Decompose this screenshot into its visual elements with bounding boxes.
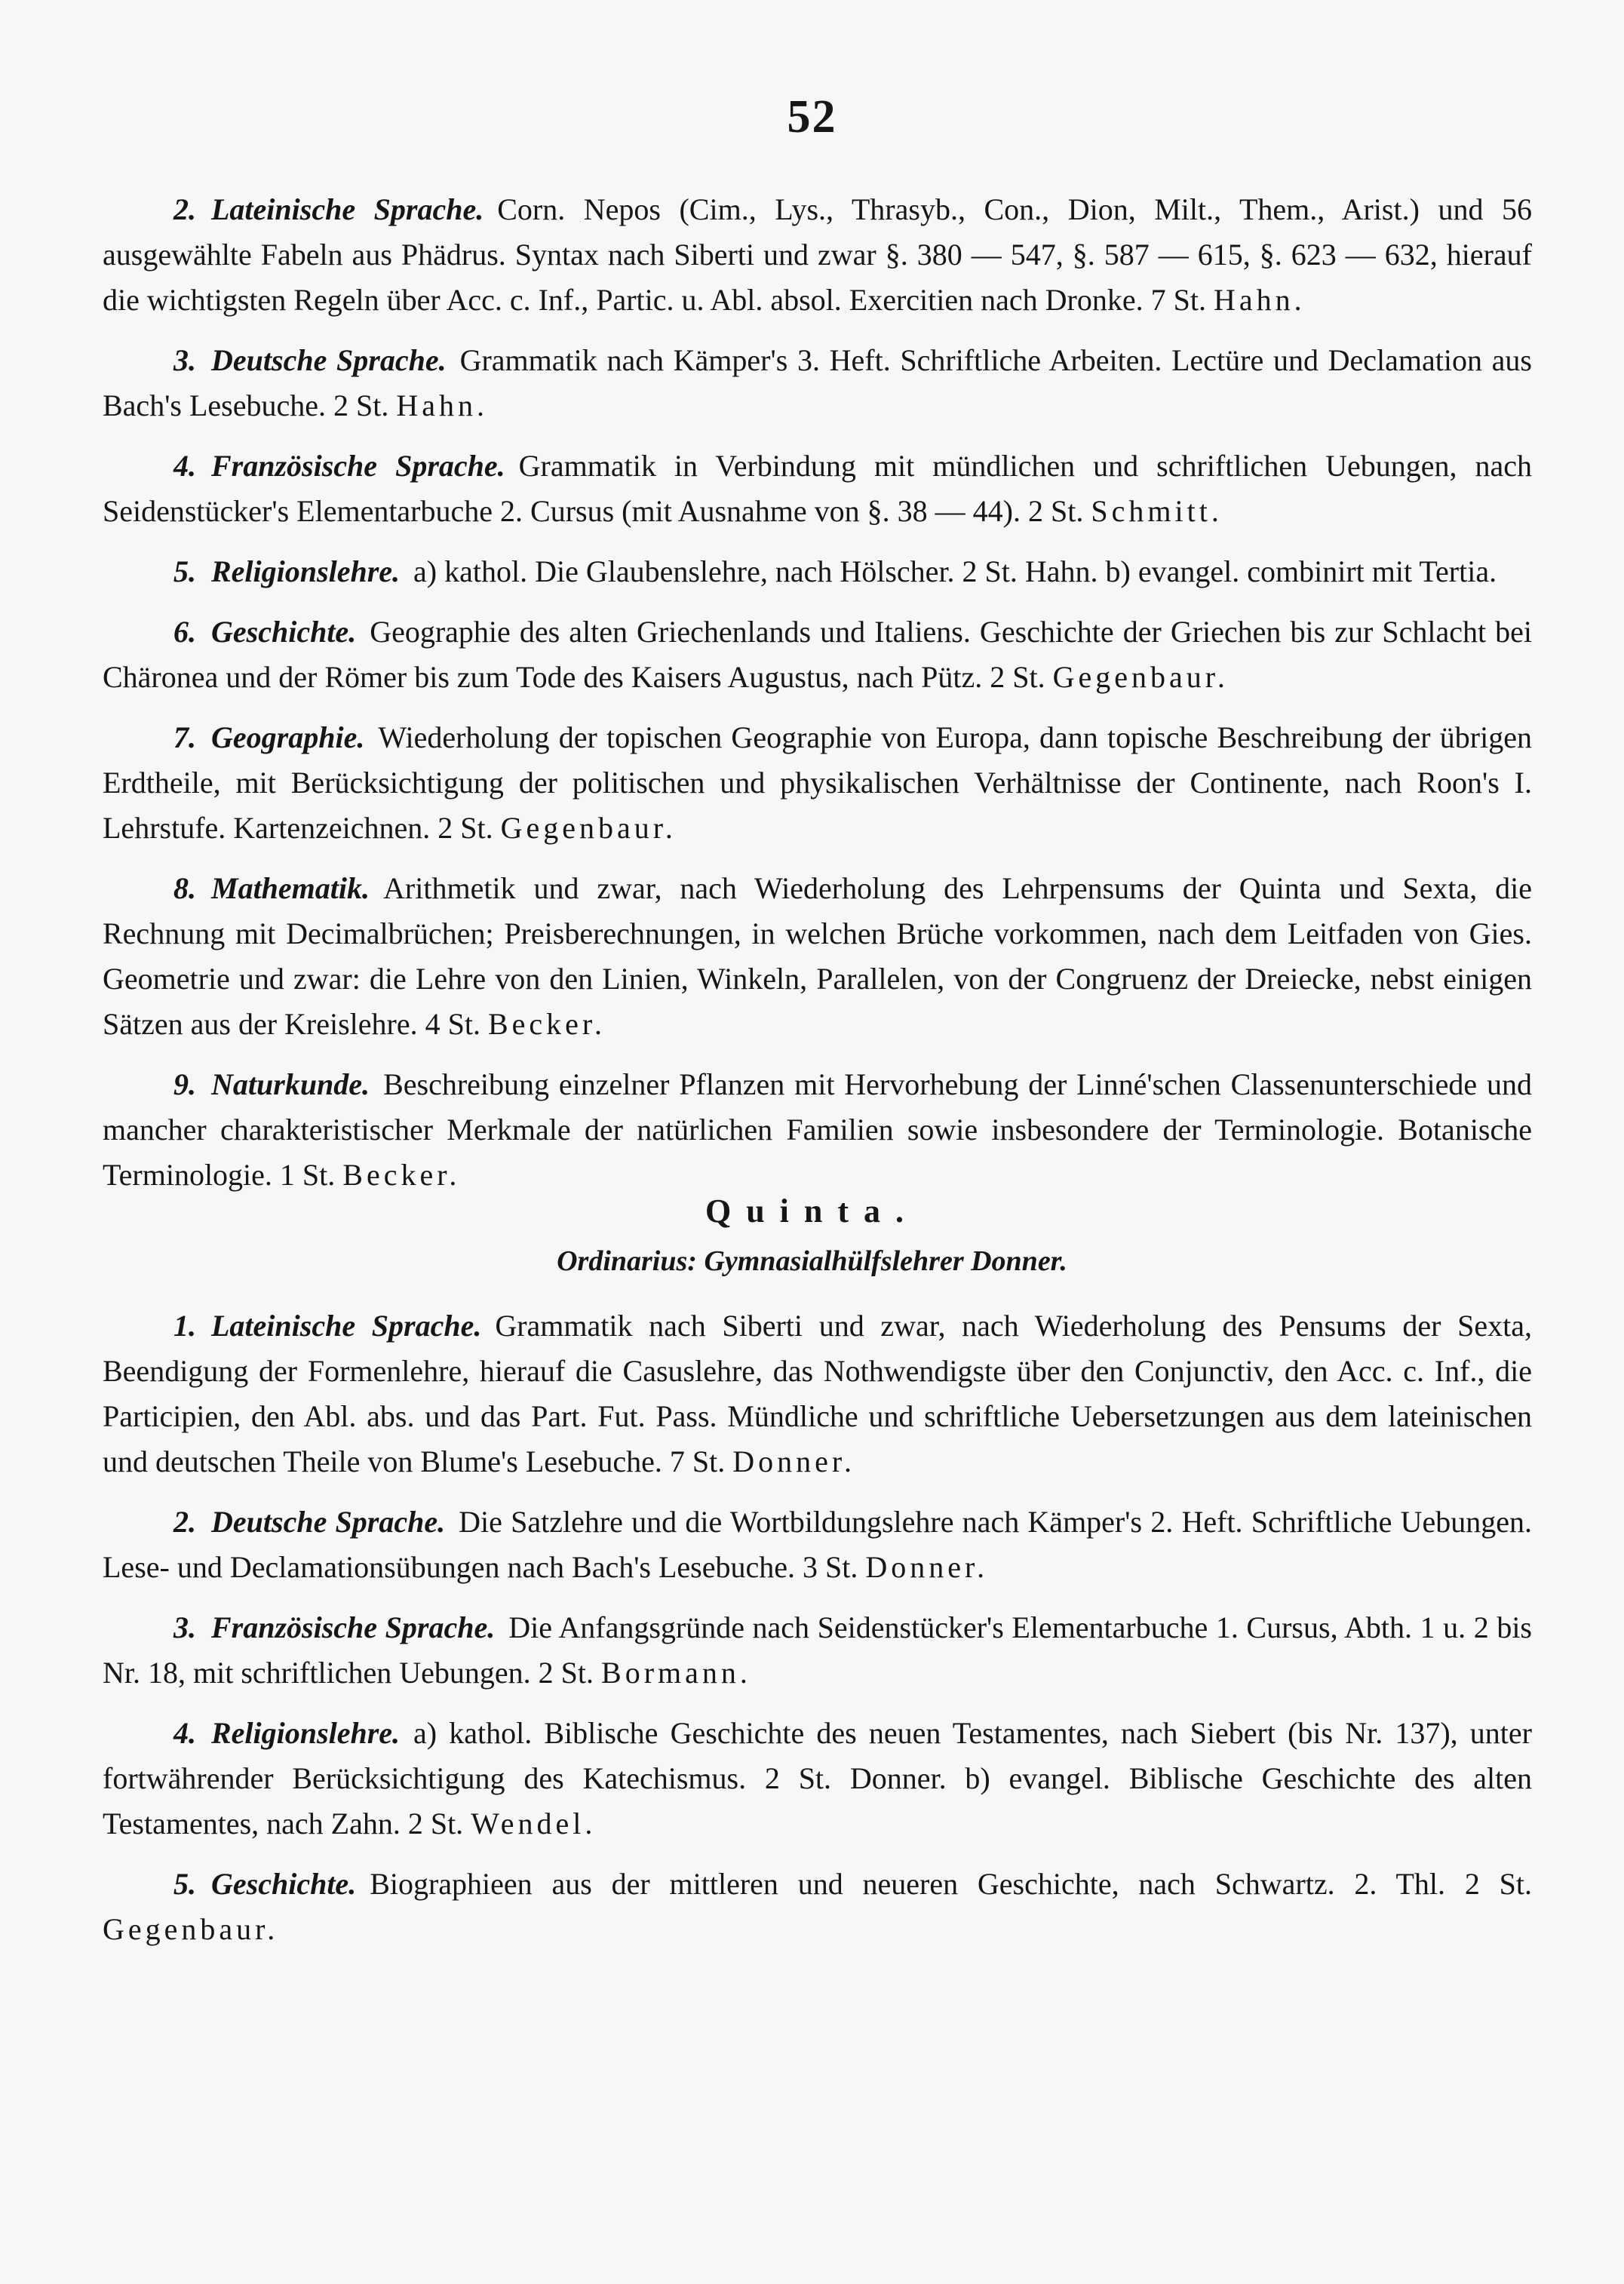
list-item: 4. Französische Sprache. Grammatik in Verbindung mit mündlichen und schriftlichen Uebungen, nach Seidenstücker's Elementarbuche 2. Cursus (mit Ausnahme von §. 38 — 44). 2 St. Schmitt. xyxy=(103,449,1533,528)
list-item: 4. Religionslehre. a) kathol. Biblische Geschichte des neuen Testamentes, nach Siebert (bis Nr. 137), unter fortwährender Berücksichtigung des Katechismus. 2 St. Donner. b) evangel. Biblische Geschichte des alten Testamentes, nach Zahn. 2 St. Wendel. xyxy=(103,1716,1532,1840)
list-item: 1. Lateinische Sprache. Grammatik nach Siberti und zwar, nach Wiederholung des Pensums der Sexta, Beendigung der Formenlehre, hierauf die Casuslehre, das Nothwendigste über den Conjunctiv, den Acc. c. Inf., die Participien, den Abl. abs. und das Part. Fut. Pass. Mündliche und schriftliche Uebersetzungen aus dem lateinischen und deutschen Theile von Blume's Lesebuche. 7 St. Donner. xyxy=(103,1309,1532,1478)
list-item: 5. Religionslehre. a) kathol. Die Glaubenslehre, nach Hölscher. 2 St. Hahn. b) evangel. combinirt mit Tertia. xyxy=(173,554,1497,588)
list-item: 7. Geographie. Wiederholung der topischen Geographie von Europa, dann topische Beschreibung der übrigen Erdtheile, mit Berücksichtigung der politischen und physikalischen Verhältnisse der Continente, nach Roon's I. Lehrstufe. Kartenzeichnen. 2 St. Gegenbaur. xyxy=(103,720,1532,845)
list-item: 6. Geschichte. Geographie des alten Griechenlands und Italiens. Geschichte der Griechen bis zur Schlacht bei Chäronea und der Römer bis zum Tode des Kaisers Augustus, nach Pütz. 2 St. Gegenbaur. xyxy=(103,615,1532,694)
ordinarius-line: Ordinarius: Gymnasialhülfslehrer Donner. xyxy=(557,1245,1067,1277)
list-item: 2. Lateinische Sprache. Corn. Nepos (Cim., Lys., Thrasyb., Con., Dion, Milt., Them., Arist.) und 56 ausgewählte Fabeln aus Phädrus. Syntax nach Siberti und zwar §. 380 — 547, §. 587 — 615, §. 623 — 632, hierauf die wichtigsten Regeln über Acc. c. Inf., Partic. u. Abl. absol. Exercitien nach Dronke. 7 St. Hahn. xyxy=(103,192,1532,317)
list-item: 8. Mathematik. Arithmetik und zwar, nach Wiederholung des Lehrpensums der Quinta und Sexta, die Rechnung mit Decimalbrüchen; Preisberechnungen, in welchen Brüche vorkommen, nach dem Leitfaden von Gies. Geometrie und zwar: die Lehre von den Linien, Winkeln, Parallelen, von der Congruenz der Dreiecke, nebst einigen Sätzen aus der Kreislehre. 4 St. Becker. xyxy=(103,871,1532,1041)
list-item: 3. Französische Sprache. Die Anfangsgründe nach Seidenstücker's Elementarbuche 1. Cursus, Abth. 1 u. 2 bis Nr. 18, mit schriftlichen Uebungen. 2 St. Bormann. xyxy=(103,1610,1532,1690)
list-item: 5. Geschichte. Biographieen aus der mittleren und neueren Geschichte, nach Schwartz. 2. Thl. 2 St. Gegenbaur. xyxy=(103,1867,1532,1946)
upper-item-list xyxy=(103,187,1532,1213)
lower-item-list xyxy=(103,1303,1532,1967)
page-number: 52 xyxy=(787,91,837,143)
list-item: 2. Deutsche Sprache. Die Satzlehre und die Wortbildungslehre nach Kämper's 2. Heft. Schriftliche Uebungen. Lese- und Declamationsübungen nach Bach's Lesebuche. 3 St. Donner. xyxy=(103,1505,1533,1584)
list-item: 9. Naturkunde. Beschreibung einzelner Pflanzen mit Hervorhebung der Linné'schen Classenunterschiede und mancher charakteristischer Merkmale der natürlichen Familien sowie insbesondere der Terminologie. Botanische Terminologie. 1 St. Becker. xyxy=(103,1067,1532,1192)
section-title: Quinta. xyxy=(705,1193,919,1229)
list-item: 3. Deutsche Sprache. Grammatik nach Kämper's 3. Heft. Schriftliche Arbeiten. Lectüre und Declamation aus Bach's Lesebuche. 2 St. Hahn. xyxy=(103,343,1533,422)
